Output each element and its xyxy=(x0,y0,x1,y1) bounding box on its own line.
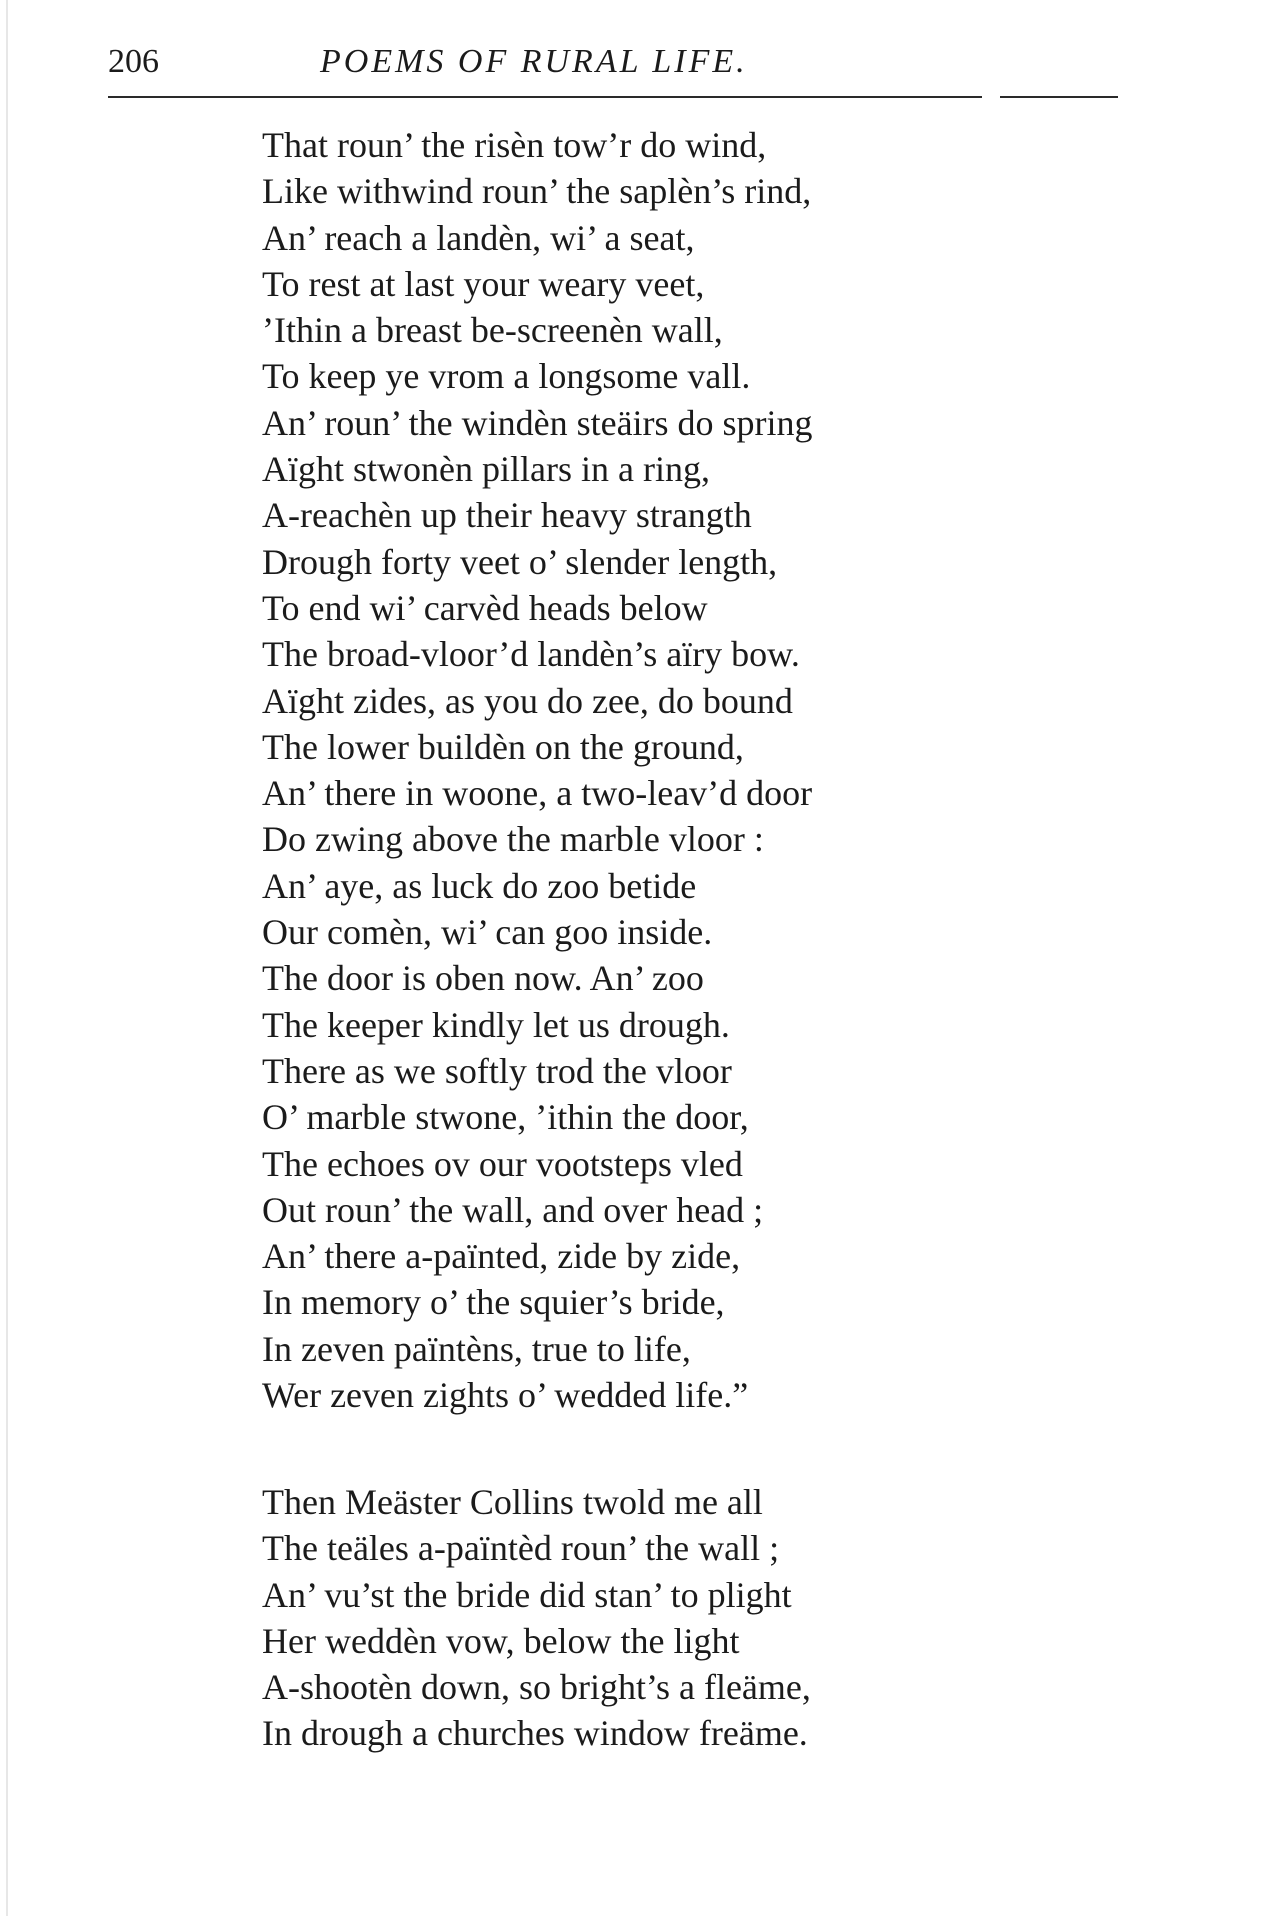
stanza-1 xyxy=(262,122,1022,1418)
poem-line: An’ there a-païnted, zide by zide, xyxy=(262,1236,741,1277)
poem-line: The echoes ov our vootsteps vled xyxy=(262,1143,743,1184)
poem-line: An’ vu’st the bride did stan’ to plight xyxy=(262,1574,792,1615)
poem-line: An’ roun’ the windèn steäirs do spring xyxy=(262,402,813,443)
page-number: 206 xyxy=(108,43,159,80)
poem-line: There as we softly trod the vloor xyxy=(262,1050,732,1091)
poem-line: A-shootèn down, so bright’s a fleäme, xyxy=(262,1667,811,1708)
poem-line: ’Ithin a breast be-screenèn wall, xyxy=(262,310,723,351)
poem-line: To keep ye vrom a longsome vall. xyxy=(262,356,751,397)
stanza-2 xyxy=(262,1479,1022,1757)
poem-line: Our comèn, wi’ can goo inside. xyxy=(262,912,713,953)
poem-line: The broad-vloor’d landèn’s aïry bow. xyxy=(262,634,800,675)
poem-line: The door is oben now. An’ zoo xyxy=(262,958,704,999)
poem-line: A-reachèn up their heavy strangth xyxy=(262,495,752,536)
poem-line: An’ there in woone, a two-leav’d door xyxy=(262,773,813,814)
poem-line: Aïght zides, as you do zee, do bound xyxy=(262,680,793,721)
poem-line: The teäles a-païntèd roun’ the wall ; xyxy=(262,1528,780,1569)
poem-line: That roun’ the risèn tow’r do wind, xyxy=(262,125,767,165)
header-rule xyxy=(108,96,982,98)
poem-line: The lower buildèn on the ground, xyxy=(262,726,744,767)
running-title: POEMS OF RURAL LIFE. xyxy=(320,43,748,80)
poem-line: Her weddèn vow, below the light xyxy=(262,1620,740,1661)
header-rule-tail xyxy=(1000,96,1118,98)
poem-line: To end wi’ carvèd heads below xyxy=(262,587,708,628)
poem-line: Do zwing above the marble vloor : xyxy=(262,819,764,860)
poem-line: The keeper kindly let us drough. xyxy=(262,1004,730,1045)
poem-line: O’ marble stwone, ’ithin the door, xyxy=(262,1097,749,1138)
poem-line: In zeven païntèns, true to life, xyxy=(262,1328,691,1369)
poem-line: Like withwind roun’ the saplèn’s rind, xyxy=(262,171,812,212)
poem-line: An’ aye, as luck do zoo betide xyxy=(262,865,697,906)
poem-line: Aïght stwonèn pillars in a ring, xyxy=(262,449,710,490)
poem-line: In memory o’ the squier’s bride, xyxy=(262,1282,725,1323)
poem-line: In drough a churches window freäme. xyxy=(262,1713,808,1754)
poem-line: An’ reach a landèn, wi’ a seat, xyxy=(262,217,695,258)
poem-line: To rest at last your weary veet, xyxy=(262,263,705,304)
poem-line: Wer zeven zights o’ wedded life.” xyxy=(262,1375,749,1416)
margin-mark xyxy=(6,0,8,1916)
poem-line: Then Meäster Collins twold me all xyxy=(262,1482,763,1522)
poem-line: Drough forty veet o’ slender length, xyxy=(262,541,778,582)
poem-line: Out roun’ the wall, and over head ; xyxy=(262,1189,764,1230)
